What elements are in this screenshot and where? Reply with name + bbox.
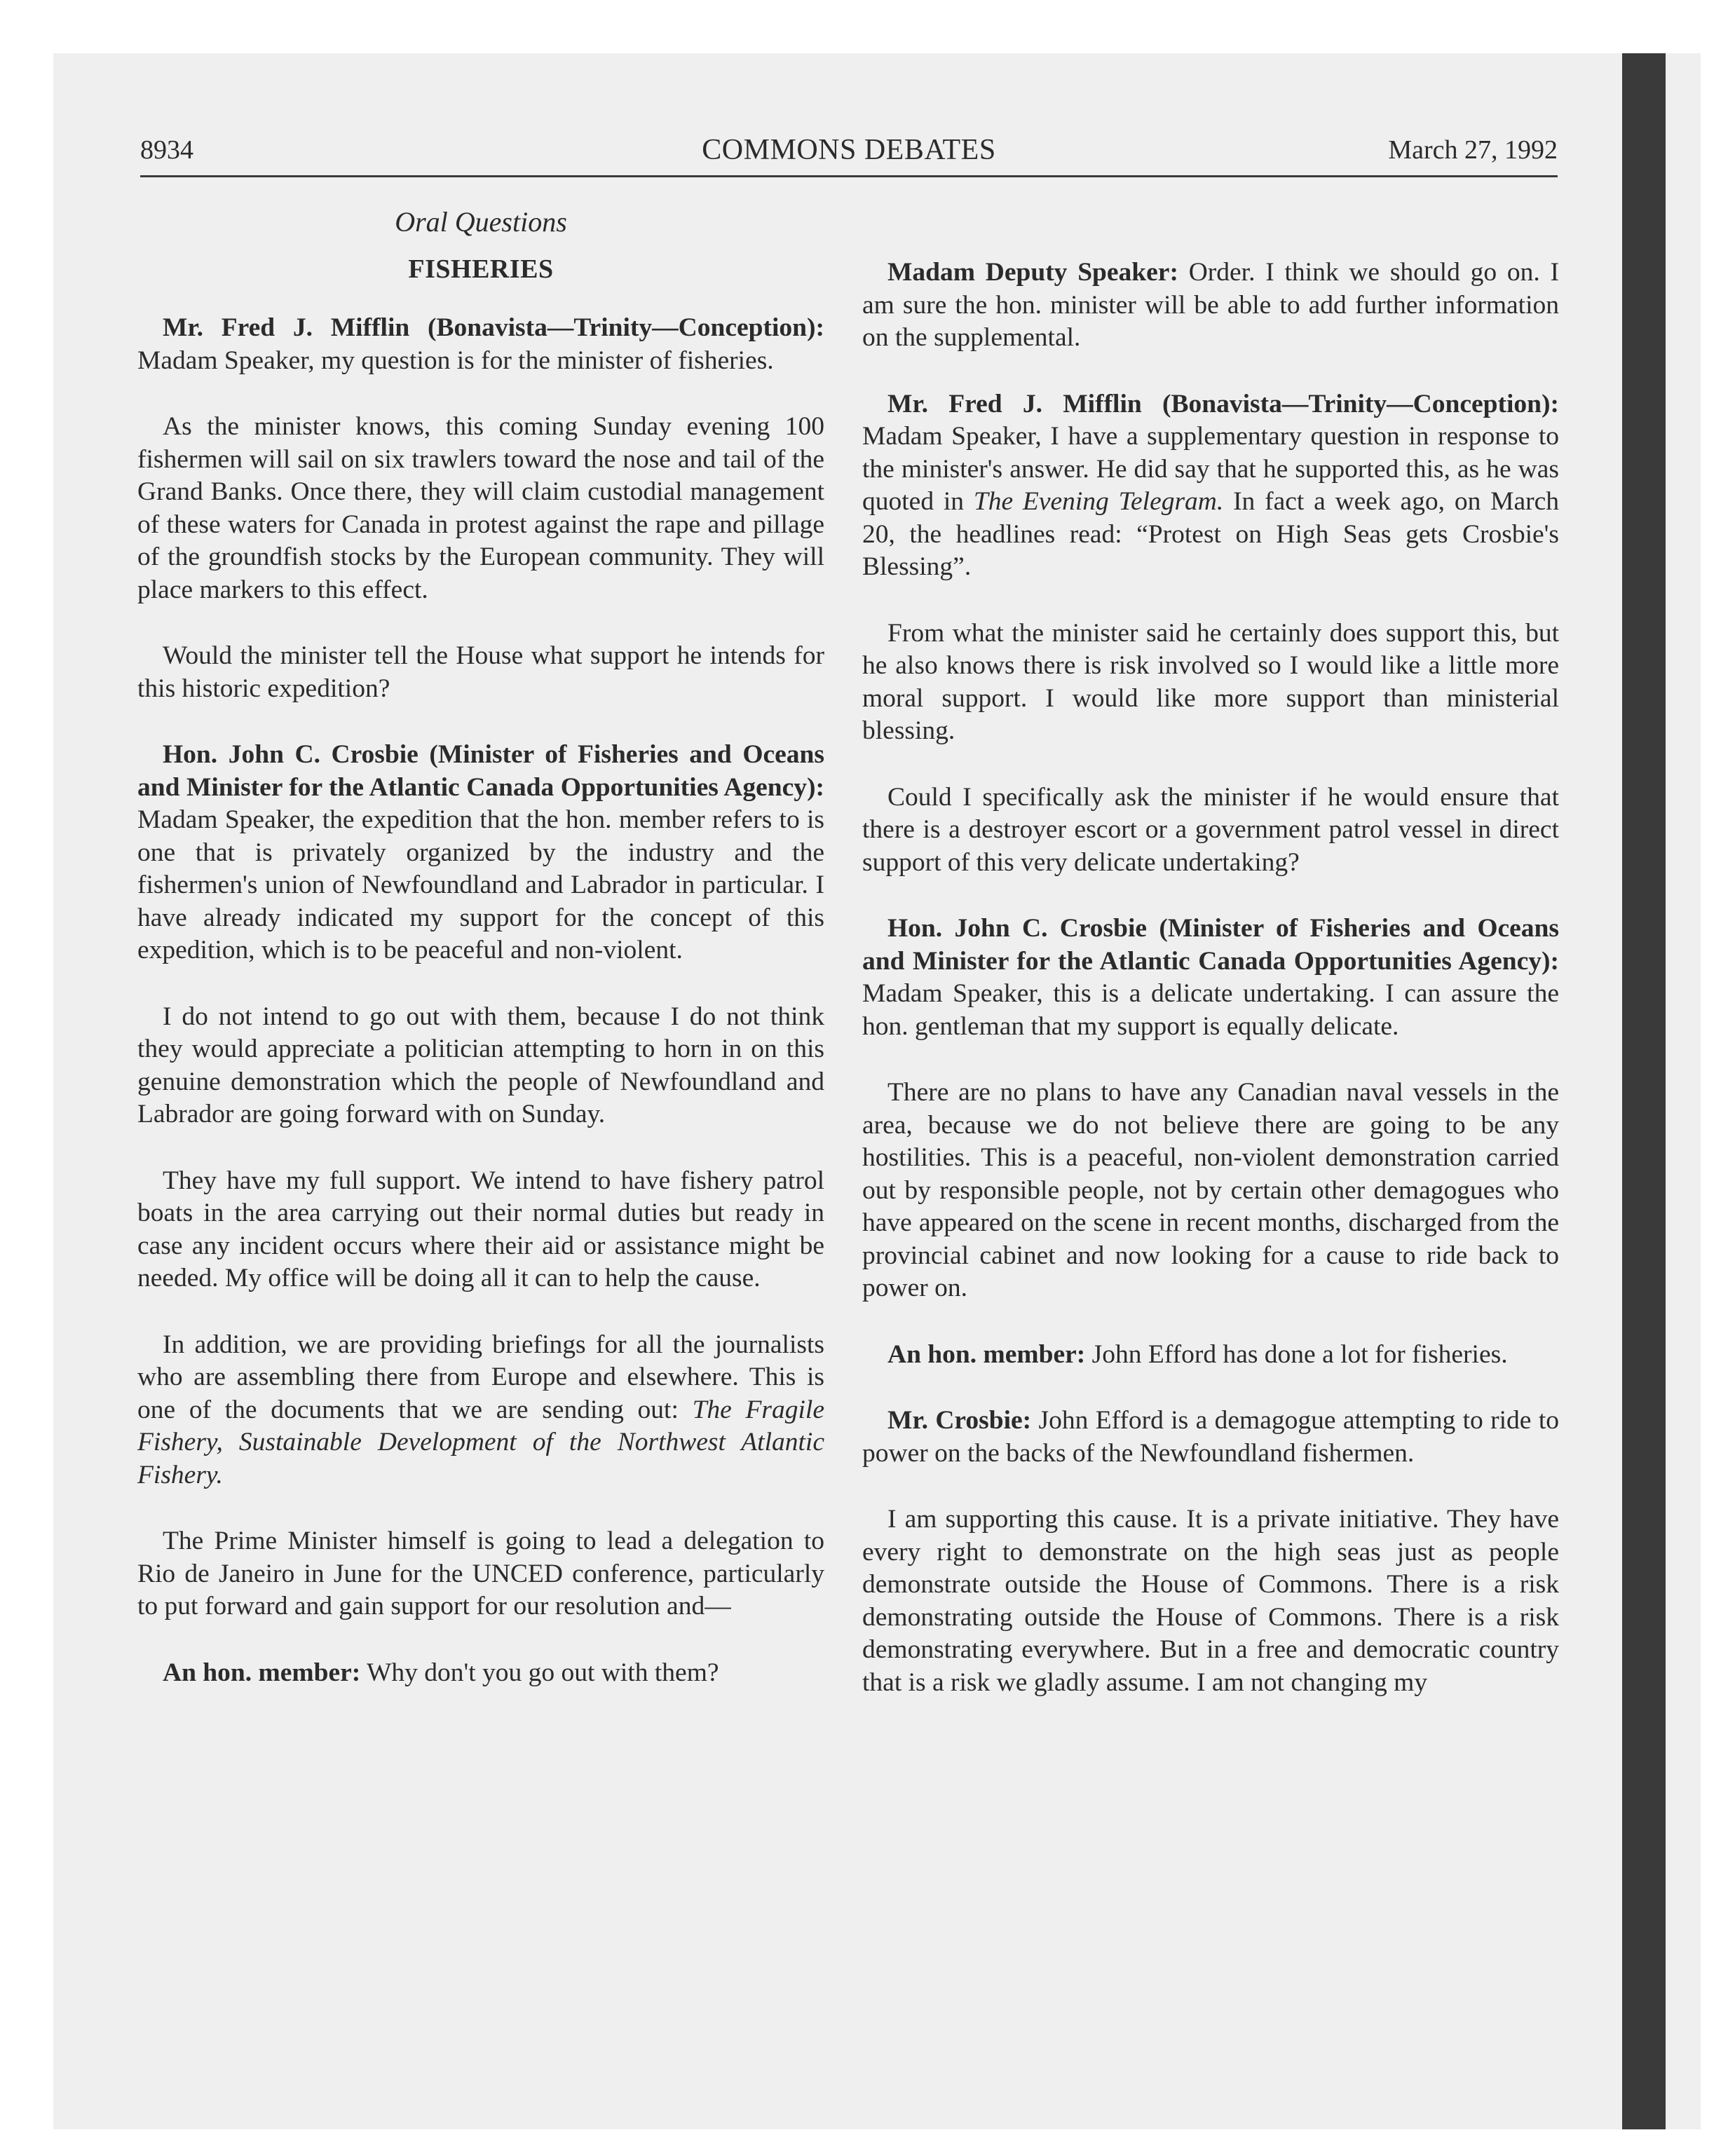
paragraph [862, 1405, 1559, 1470]
paragraph [862, 388, 1559, 584]
section-heading: Oral Questions [395, 206, 567, 238]
speech-text: Madam Speaker, the expedition that the hon. member refers to is one that is privately organized by the industry and the fishermen's union of Newfoundland and Labrador in particular. I have already indicated my support for the concept of this expedition, which is to be peaceful and non-violent. [137, 805, 824, 964]
speaker-name: An hon. member: [887, 1339, 1086, 1369]
paragraph [862, 257, 1559, 355]
speaker-name: Mr. Fred J. Mifflin (Bonavista—Trinity—Conception): [887, 389, 1559, 418]
paragraph [137, 1329, 824, 1492]
left-column [137, 206, 824, 1723]
scan-edge-shadow [1622, 53, 1666, 2129]
speaker-name: Hon. John C. Crosbie (Minister of Fisheries and Oceans and Minister for the Atlantic Canada Opportunities Agency): [862, 914, 1559, 976]
paragraph [137, 739, 824, 967]
running-header [140, 125, 1558, 177]
paragraph [862, 913, 1559, 1043]
paragraph: The Prime Minister himself is going to lead a delegation to Rio de Janeiro in June for the UNCED conference, particularly to put forward and gain support for our resolution and— [137, 1527, 824, 1621]
speech-text: John Efford is a demagogue attempting to ride to power on the backs of the Newfoundland fishermen. [862, 1406, 1559, 1468]
speech-text: In addition, we are providing briefings for all the journalists who are assembling there from Europe and elsewhere. This is one of the documents that we are sending out: [137, 1330, 824, 1424]
paragraph [137, 312, 824, 377]
paragraph [862, 1339, 1559, 1372]
document-title: The Fragile Fishery, Sustainable Development of the Northwest Atlantic Fishery. [137, 1395, 824, 1489]
publication-title: COMMONS DEBATES [702, 134, 996, 166]
publication-date: March 27, 1992 [1388, 135, 1558, 165]
page-number: 8934 [140, 135, 193, 165]
paragraph: I do not intend to go out with them, because I do not think they would appreciate a politician attempting to horn in on this genuine demonstration which the people of Newfoundland and Labrador are going forward with on Sunday. [137, 1002, 824, 1128]
speech-text: Order. I think we should go on. I am sure the hon. minister will be able to add further information on the supplemental. [862, 258, 1559, 352]
speech-text: Madam Speaker, my question is for the minister of fisheries. [137, 346, 774, 375]
paragraph: As the minister knows, this coming Sunday evening 100 fishermen will sail on six trawlers toward the nose and tail of the Grand Banks. Once there, they will claim custodial management of these waters for Canada in protest against the rape and pillage of the groundfish stocks by the European community. They will place markers to this effect. [137, 412, 824, 604]
speech-text: Madam Speaker, this is a delicate undertaking. I can assure the hon. gentleman that my support is equally delicate. [862, 979, 1559, 1041]
subject-heading: FISHERIES [408, 254, 554, 284]
speaker-name: Mr. Crosbie: [887, 1406, 1032, 1435]
right-column [862, 257, 1559, 1733]
speech-text: John Efford has done a lot for fisheries. [1085, 1339, 1508, 1369]
paragraph: I am supporting this cause. It is a private initiative. They have every right to demonstrate on the high seas just as people demonstrate outside the House of Commons. There is a risk demonstrating outside the House of Commons. There is a risk demonstrating everywhere. But in a free and democratic country that is a risk we gladly assume. I am not changing my [862, 1505, 1559, 1697]
paragraph: They have my full support. We intend to have fishery patrol boats in the area carrying out their normal duties but ready in case any incident occurs where their aid or assistance might be needed. My office will be doing all it can to help the cause. [137, 1166, 824, 1292]
speaker-name: An hon. member: [163, 1658, 361, 1687]
paragraph: Would the minister tell the House what support he intends for this historic expedition? [137, 641, 824, 703]
paragraph: From what the minister said he certainly does support this, but he also knows there is risk involved so I would like a little more moral support. I would like more support than ministerial blessing. [862, 618, 1559, 745]
paragraph: There are no plans to have any Canadian naval vessels in the area, because we do not believe there are going to be any hostilities. This is a peaceful, non-violent demonstration carried out by responsible people, not by certain other demagogues who have appeared on the scene in recent months, discharged from the provincial cabinet and now looking for a cause to ride back to power on. [862, 1078, 1559, 1302]
speaker-name: Hon. John C. Crosbie (Minister of Fisheries and Oceans and Minister for the Atlantic Canada Opportunities Agency): [137, 740, 824, 802]
speaker-name: Mr. Fred J. Mifflin (Bonavista—Trinity—Conception): [163, 313, 824, 342]
newspaper-title: The Evening Telegram. [973, 487, 1224, 516]
paragraph: Could I specifically ask the minister if he would ensure that there is a destroyer escort or a government patrol vessel in direct support of this very delicate undertaking? [862, 782, 1559, 877]
paragraph [137, 1657, 824, 1690]
speech-text: Why don't you go out with them? [360, 1658, 719, 1687]
speech-text: In fact a week ago, on March 20, the headlines read: “Protest on High Seas gets Crosbie's Blessing”. [862, 487, 1559, 581]
speech-text: Madam Speaker, I have a supplementary question in response to the minister's answer. He did say that he supported this, as he was quoted in [862, 422, 1559, 516]
speaker-name: Madam Deputy Speaker: [887, 258, 1178, 287]
